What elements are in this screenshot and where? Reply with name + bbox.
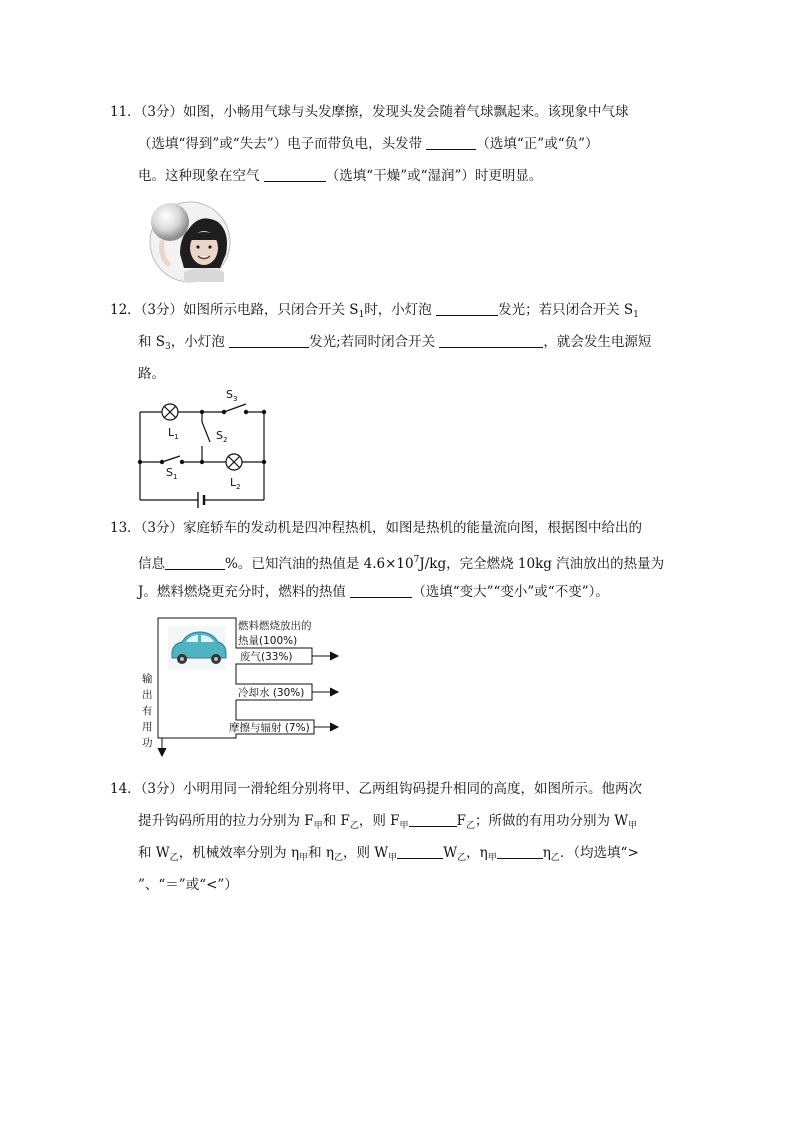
- q14-sub: 甲: [628, 821, 638, 831]
- q13-sup: 7: [413, 555, 420, 565]
- q11-line3-text: 电。这种现象在空气: [138, 168, 264, 184]
- q13-line2-mid: %。已知汽油的热值是 4.6×10: [225, 556, 414, 572]
- balloon-girl-figure: [140, 198, 240, 284]
- q14-sub: 乙: [349, 821, 359, 831]
- q12-sub: 1: [358, 310, 365, 320]
- q13-line3: [138, 582, 609, 602]
- q12-line1-text: 12．（3分）如图所示电路，只闭合开关 S: [110, 302, 359, 318]
- q11-line3-tail: （选填“干燥”或“湿润”）时更明显。: [325, 168, 543, 184]
- q14-eta-yi: η: [542, 845, 551, 861]
- switch-s3[interactable]: [224, 404, 246, 412]
- q12-sub: 1: [633, 310, 639, 320]
- q12-blank-1[interactable]: [436, 301, 498, 316]
- q12-line1-mid: 时，小灯泡: [364, 302, 437, 318]
- q13-line2: [138, 550, 664, 574]
- q11-line2: [138, 134, 599, 154]
- q14-line1: 14．（3分）小明用同一滑轮组分别将甲、乙两组钩码提升相同的高度，如图所示。他两次: [110, 781, 643, 797]
- q14-sub: 甲: [487, 853, 497, 863]
- q13-line2-text: 信息: [138, 556, 165, 572]
- q14-then-w: ，则 W: [343, 845, 389, 861]
- q12-blank-3[interactable]: [439, 333, 543, 348]
- q14-blank-2[interactable]: [397, 844, 443, 859]
- switch-s2[interactable]: [202, 422, 210, 442]
- q14-comma-eta: ，η: [466, 845, 488, 861]
- label-exhaust: 废气(33%): [240, 651, 293, 663]
- q13-line1: 13．（3分）家庭轿车的发动机是四冲程热机，如图是热机的能量流向图，根据图中给出的: [110, 520, 643, 536]
- q12-line3: 路。: [138, 366, 165, 382]
- label-useful-work-4: 用: [142, 721, 153, 733]
- q12-line1: [110, 300, 639, 325]
- q11-blank-1[interactable]: [426, 135, 476, 150]
- q14-line2-tail: ；所做的有用功分别为 W: [474, 813, 629, 829]
- q12-line2: [138, 332, 651, 357]
- q13-blank-1[interactable]: [165, 555, 225, 570]
- label-s3: $S_3$: [226, 388, 238, 403]
- q14-sub: 甲: [299, 853, 309, 863]
- q14-blank-1[interactable]: [409, 812, 457, 827]
- q13-line2-tail: J/kg，完全燃烧 10kg 汽油放出的热量为: [419, 556, 665, 572]
- q11-line2-tail: （选填“正”或“负”）: [476, 136, 599, 152]
- q11-blank-2[interactable]: [264, 167, 326, 182]
- circuit-diagram: [134, 386, 274, 510]
- q14-sub: 乙: [457, 853, 467, 863]
- q14-and: 和 F: [322, 813, 350, 829]
- q14-line2-text: 提升钩码所用的拉力分别为 F: [138, 813, 314, 829]
- q14-sub: 乙: [333, 853, 343, 863]
- q11-line2-text: （选填“得到”或“失去”）电子而带负电，头发带: [138, 136, 427, 152]
- label-l2: $L_2$: [230, 476, 241, 491]
- q13-line3-tail: （选填“变大”“变小”或“不变”）。: [412, 584, 609, 600]
- q14-w: W: [443, 845, 458, 861]
- q14-sub: 乙: [465, 821, 475, 831]
- label-total-heat-line2: 热量(100%): [238, 635, 298, 647]
- q14-line3-text: 和 W: [138, 845, 170, 861]
- label-cooling-water: 冷却水 (30%): [238, 687, 305, 699]
- label-useful-work-5: 功: [142, 737, 153, 749]
- q14-sub: 乙: [169, 853, 179, 863]
- label-s2: $S_2$: [216, 429, 228, 444]
- q14-sub: 乙: [550, 853, 560, 863]
- q12-line1-tail: 发光；若只闭合开关 S: [498, 302, 634, 318]
- q14-eff: ，机械效率分别为 η: [178, 845, 300, 861]
- q14-and-eta: 和 η: [308, 845, 334, 861]
- label-total-heat-line1: 燃料燃烧放出的: [238, 620, 312, 632]
- q12-sub: 3: [165, 342, 171, 352]
- label-s1: $S_1$: [166, 466, 178, 481]
- q14-line3: [138, 843, 639, 868]
- energy-flow-diagram: [138, 614, 348, 764]
- q12-line2-mid: ，小灯泡: [170, 334, 230, 350]
- q13-line3-text: J。燃料燃烧更充分时，燃料的热值: [138, 584, 351, 600]
- q14-sub: 甲: [313, 821, 323, 831]
- label-useful-work-2: 出: [142, 689, 153, 701]
- q13-blank-2[interactable]: [350, 583, 412, 598]
- q14-line4: ”、“＝”或“<”）: [138, 877, 238, 893]
- q14-sub: 甲: [399, 821, 409, 831]
- q14-then: ，则 F: [358, 813, 400, 829]
- label-l1: $L_1$: [168, 426, 179, 441]
- car-icon: [168, 626, 226, 670]
- label-friction-radiation: 摩擦与辐射 (7%): [229, 722, 310, 734]
- q14-line2: [138, 811, 637, 836]
- q11-line1: 11．（3分）如图，小畅用气球与头发摩擦，发现头发会随着气球飘起来。该现象中气球: [110, 104, 629, 120]
- q14-end: ．（均选填“>: [559, 845, 639, 861]
- q12-line2-mid2: 发光;若同时闭合开关: [309, 334, 440, 350]
- q14-f: F: [456, 813, 466, 829]
- label-useful-work-1: 输: [142, 673, 153, 685]
- q12-line2-text: 和 S: [138, 334, 166, 350]
- switch-s1[interactable]: [162, 456, 180, 462]
- q14-sub: 甲: [388, 853, 398, 863]
- label-useful-work-3: 有: [142, 705, 153, 717]
- q12-blank-2[interactable]: [229, 333, 309, 348]
- q11-line3: [138, 166, 542, 186]
- q14-blank-3[interactable]: [497, 844, 543, 859]
- balloon: [151, 203, 189, 241]
- q12-line2-tail: ，就会发生电源短: [543, 334, 652, 350]
